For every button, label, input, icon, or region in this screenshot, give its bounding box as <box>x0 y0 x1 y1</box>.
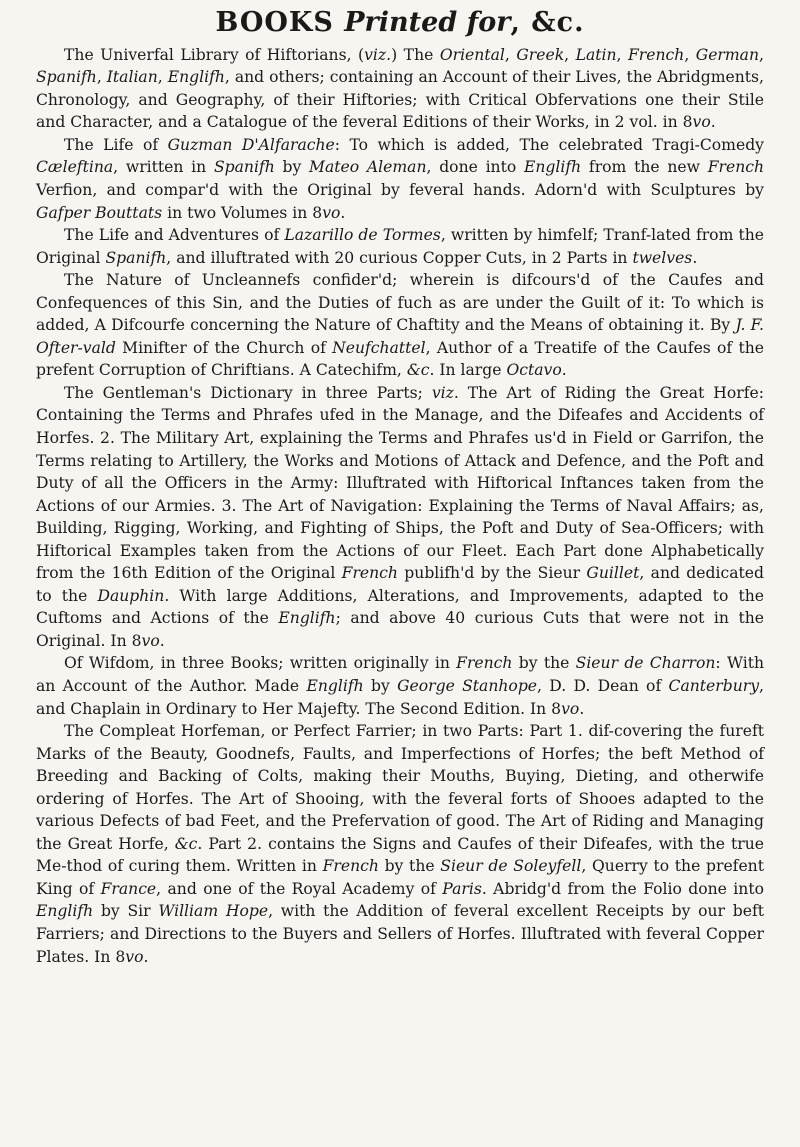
page-heading <box>36 8 764 38</box>
catalogue-entry-of-wisdom: Of Wifdom, in three Books; written originally in French by the Sieur de Charron: With an Account of the Author. Made Englifh by George Stanhope, D. D. Dean of Canterbury, and Chaplain in Ordinary to Her Majefty. The Second Edition. In 8vo. <box>36 654 765 718</box>
heading-printed-for: Printed for <box>344 7 511 38</box>
catalogue-entry-compleat-horseman: The Compleat Horfeman, or Perfect Farrier; in two Parts: Part 1. dif-covering the fureft Marks of the Beauty, Goodnefs, Faults, and Imperfections of Horfes; the beft Method of Breeding and Backing of Colts, making their Mouths, Buying, Dieting, and otherwife ordering of Horfes. The Art of Shooing, with the feveral forts of Shooes adapted to the various Defects of bad Feet, and the Prefervation of good. The Art of Riding and Managing the Great Horfe, &c. Part 2. contains the Signs and Caufes of their Difeafes, with the true Me-thod of curing them. Written in French by the Sieur de Soleyfell, Querry to the prefent King of France, and one of the Royal Academy of Paris. Abridg'd from the Folio done into Englifh by Sir William Hope, with the Addition of feveral excellent Receipts by our beft Farriers; and Directions to the Buyers and Sellers of Horfes. Illuftrated with feveral Copper Plates. In 8vo. <box>36 722 765 966</box>
heading-etc: , &c. <box>510 7 585 38</box>
catalogue-entry-universal-library: The Univerfal Library of Hiftorians, (viz.) The Oriental, Greek, Latin, French, German, Spanifh, Italian, Englifh, and others; containing an Account of their Lives, the Abridgments, Chronology, and Geography, of their Hiftories; with Critical Obfervations one their Stile and Character, and a Catalogue of the feveral Editions of their Works, in 2 vol. in 8vo. <box>36 45 764 132</box>
catalogue-entry-gentlemans-dictionary: The Gentleman's Dictionary in three Parts; viz. The Art of Riding the Great Horfe: Containing the Terms and Phrafes ufed in the Manage, and the Difeafes and Accidents of Horfes. 2. The Military Art, explaining the Terms and Phrafes us'd in Field or Garrifon, the Terms relating to Artillery, the Works and Motions of Attack and Defence, and the Poft and Duty of all the Officers in the Army: Illuftrated with Hiftorical Inftances taken from the Actions of our Armies. 3. The Art of Navigation: Explaining the Terms of Naval Affairs; as, Building, Rigging, Working, and Fighting of Ships, the Poft and Duty of Sea-Officers; with Hiftorical Examples taken from the Actions of our Fleet. Each Part done Alphabetically from the 16th Edition of the Original French publifh'd by the Sieur Guillet, and dedicated to the Dauphin. With large Additions, Alterations, and Improvements, adapted to the Cuftoms and Actions of the Englifh; and above 40 curious Cuts that were not in the Original. In 8vo. <box>36 383 764 650</box>
catalogue-entry-uncleanness: The Nature of Uncleannefs confider'd; wherein is difcours'd of the Caufes and Confequences of this Sin, and the Duties of fuch as are under the Guilt of it: To which is added, A Difcourfe concerning the Nature of Chaftity and the Means of obtaining it. By J. F. Ofter-vald Minifter of the Church of Neufchattel, Author of a Treatife of the Caufes of the prefent Corruption of Chriftians. A Catechifm, &c. In large Octavo. <box>36 271 764 380</box>
catalogue-entry-lazarillo: The Life and Adventures of Lazarillo de Tormes, written by himfelf; Tranf-lated from the Original Spanifh, and illuftrated with 20 curious Copper Cuts, in 2 Parts in twelves. <box>36 226 764 267</box>
heading-books: BOOKS <box>215 7 345 38</box>
catalogue-entry-guzman: The Life of Guzman D'Alfarache: To which is added, The celebrated Tragi-Comedy Cæleftina, written in Spanifh by Mateo Aleman, done into Englifh from the new French Verfion, and compar'd with the Original by feveral hands. Adorn'd with Sculptures by Gafper Bouttats in two Volumes in 8vo. <box>36 135 765 222</box>
